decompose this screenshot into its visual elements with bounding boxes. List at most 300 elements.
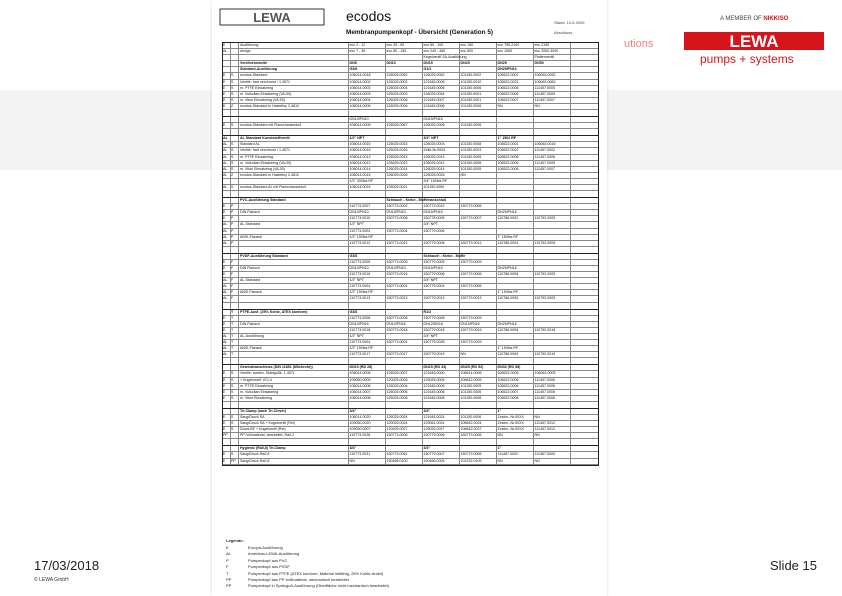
table-cell: Standard-Ausführung <box>239 67 349 72</box>
table-cell <box>223 55 231 60</box>
table-cell: DN10 (RD 28) <box>349 365 386 370</box>
table-cell: 126025.0003 <box>386 92 423 97</box>
table-cell: DN15 <box>423 61 460 66</box>
table-cell: DN25 <box>497 61 534 66</box>
table-cell <box>386 254 423 259</box>
table-cell <box>497 123 534 128</box>
table-cell: AL-Standard <box>239 222 349 227</box>
table-cell: E <box>223 459 231 464</box>
table-cell <box>534 322 571 327</box>
table-cell <box>534 278 571 283</box>
table-cell: E <box>223 92 231 97</box>
table-cell: DN25 (RD 52) <box>460 365 497 370</box>
table-cell: DN32 (RD 58) <box>497 365 534 370</box>
member-line <box>720 16 788 22</box>
table-cell: S <box>231 185 239 190</box>
table-cell: ecc 25 - 50 <box>386 43 423 48</box>
table-cell: 126025.0014 <box>386 167 423 172</box>
table-cell <box>239 129 349 135</box>
table-cell <box>534 129 571 135</box>
table-cell: AL <box>223 340 231 345</box>
table-cell: 150779.0004 <box>423 284 460 289</box>
footer-slide-number: Slide 15 <box>770 558 817 573</box>
table-row <box>223 129 598 136</box>
table-cell: 106522.0006 <box>497 92 534 97</box>
table-cell <box>223 303 231 309</box>
table-cell: 101150.0005 <box>460 384 497 389</box>
table-cell <box>239 328 349 333</box>
table-cell: DN25 <box>460 61 497 66</box>
table-cell: 106014.0024 <box>349 185 386 190</box>
table-cell: 150779.0012 <box>460 241 497 246</box>
table-row <box>223 110 598 117</box>
table-cell <box>534 235 571 240</box>
member-brand: NIKKISO <box>763 16 789 22</box>
table-cell: DN25/PN16 <box>497 67 534 72</box>
table-cell: m. PTFE Einsatzring <box>239 155 349 160</box>
table-cell: 106522.0008 <box>497 167 534 172</box>
table-cell <box>423 247 460 253</box>
table-cell: S <box>231 421 239 426</box>
table-cell: ANSI Flansch <box>239 290 349 295</box>
table-cell <box>386 110 423 116</box>
table-cell: PVC-Ausführung Standard <box>239 198 349 203</box>
table-cell <box>386 67 423 72</box>
table-cell: 106063.0005 <box>534 371 571 376</box>
table-cell: 101150.0006 <box>460 390 497 395</box>
table-cell <box>534 247 571 253</box>
table-cell <box>386 310 423 315</box>
table-cell <box>460 110 497 116</box>
table-cell: 1" 150# RF <box>497 136 534 141</box>
table-cell: F <box>231 266 239 271</box>
table-cell: 106014.0003 <box>349 92 386 97</box>
lewa-logo <box>684 30 824 52</box>
table-cell <box>497 198 534 203</box>
table-cell <box>460 402 497 408</box>
table-cell: AL <box>223 346 231 351</box>
table-cell: 110786.0004 <box>497 241 534 246</box>
table-cell: DN15 (RD 34) <box>423 365 460 370</box>
table-row <box>223 191 598 198</box>
table-cell: 3/4" NPT <box>423 334 460 339</box>
table-cell: 106014.0018 <box>349 73 386 78</box>
table-cell: 101150.0050 <box>423 185 460 190</box>
table-cell <box>349 110 386 116</box>
table-cell: 101232.0109 <box>460 459 497 464</box>
table-cell <box>460 222 497 227</box>
table-cell: AL <box>223 222 231 227</box>
table-cell: 150779.0006 <box>460 452 497 457</box>
table-cell <box>231 49 239 54</box>
table-cell <box>460 210 497 215</box>
table-cell: 106014.0014 <box>349 167 386 172</box>
table-cell: AL <box>223 352 231 357</box>
legend-text: Pumpenkopf in Spritzguß-Ausführung (Oberfläche nicht mechanisch bearbeitet) <box>248 583 389 589</box>
table-cell: 101150.0006 <box>460 161 497 166</box>
table-cell: 111457.0005 <box>534 161 571 166</box>
table-cell <box>239 204 349 209</box>
table-cell: 109050.0007 <box>349 427 386 432</box>
table-cell <box>386 136 423 141</box>
table-cell <box>231 179 239 184</box>
table-cell <box>239 358 349 364</box>
table-cell <box>497 173 534 178</box>
table-cell <box>239 191 349 197</box>
table-cell <box>460 198 497 203</box>
table-cell: F <box>231 260 239 265</box>
table-cell: Hygienic (Ra0,8) Tri-Clamp <box>239 446 349 451</box>
table-cell: Saug/Druck Ra0,8 <box>239 459 349 464</box>
table-cell: P <box>231 210 239 215</box>
table-cell: 106522.0005 <box>497 371 534 376</box>
table-cell <box>497 191 534 197</box>
table-cell: AL <box>223 148 231 153</box>
table-cell <box>231 61 239 66</box>
table-cell: 150779.0006 <box>460 284 497 289</box>
table-cell: 126025.0052 <box>423 73 460 78</box>
table-cell: 126025.0006 <box>423 123 460 128</box>
table-cell <box>349 191 386 197</box>
table-cell: 150779.0013 <box>423 296 460 301</box>
table-cell: P <box>231 241 239 246</box>
table-cell: E <box>223 266 231 271</box>
table-cell: ecodos-Standard <box>239 73 349 78</box>
table-cell: 101150.0003 <box>460 148 497 153</box>
table-cell: 126025.0026 <box>423 173 460 178</box>
table-cell <box>497 110 534 116</box>
table-cell: S <box>231 415 239 420</box>
table-cell: Ventile: austen. Stahlgußk. 1.4571 <box>239 371 349 376</box>
table-cell: design <box>239 49 349 54</box>
table-cell: 111457.0007 <box>534 98 571 103</box>
table-cell: 150773.0004 <box>386 284 423 289</box>
table-cell <box>349 402 386 408</box>
table-cell <box>534 173 571 178</box>
table-cell: 126025.0008 <box>386 396 423 401</box>
table-cell: 150779.0007 <box>460 216 497 221</box>
table-cell: 106522.0008 <box>497 396 534 401</box>
table-cell <box>534 136 571 141</box>
table-cell <box>423 198 460 203</box>
table-cell: 1/2" 150lbs RF <box>349 346 386 351</box>
table-cell <box>497 303 534 309</box>
table-cell: 150779.0009 <box>460 260 497 265</box>
table-cell: Saug/Druck Ra0,8 <box>239 452 349 457</box>
table-cell <box>534 260 571 265</box>
table-cell <box>534 185 571 190</box>
legend-code: PP <box>226 576 232 582</box>
table-cell: 106063.0062 <box>534 80 571 85</box>
table-cell <box>223 254 231 259</box>
table-cell: 150779.0005 <box>423 260 460 265</box>
table-cell: 126025.0024 <box>386 415 423 420</box>
table-cell <box>223 358 231 364</box>
table-cell <box>534 439 571 445</box>
table-cell <box>386 55 423 60</box>
table-cell: 150779.0006 <box>460 433 497 438</box>
table-cell: 150778.0005 <box>423 216 460 221</box>
table-cell: 106014.0003 <box>349 86 386 91</box>
table-cell: ecc 1060 <box>497 49 534 54</box>
table-cell: 150773.0008 <box>386 216 423 221</box>
table-cell: E <box>223 390 231 395</box>
legend-text: Pumpenkopf aus PVDF <box>248 564 290 570</box>
table-cell <box>386 358 423 364</box>
table-cell: 106642.0027 <box>460 427 497 432</box>
doc-title: ecodos <box>346 8 392 24</box>
parts-table <box>222 42 599 466</box>
table-cell: 111457.0006 <box>534 378 571 383</box>
table-cell: Ventile: hart verchromt / 1.4571 <box>239 80 349 85</box>
table-cell: 106014.0008 <box>349 396 386 401</box>
table-cell: Ausführung <box>239 43 349 48</box>
table-cell: T <box>231 316 239 321</box>
legend-code: PP <box>226 583 232 589</box>
table-cell <box>239 117 349 122</box>
table-cell <box>534 334 571 339</box>
table-cell: 106014.0015 <box>349 142 386 147</box>
table-cell <box>423 129 460 135</box>
table-cell: m. Vulkollan Einsatzring (VA-00) <box>239 161 349 166</box>
table-cell: DN10/PN10 <box>349 117 386 122</box>
legend-code: AL <box>226 551 231 557</box>
table-cell: NN <box>534 433 571 438</box>
table-cell: 3/4" NPT <box>423 222 460 227</box>
table-cell: NN <box>534 459 571 464</box>
table-cell: DN15/PN16 <box>423 117 460 122</box>
table-cell <box>223 110 231 116</box>
table-cell: 110773.0004 <box>349 284 386 289</box>
table-row <box>223 402 598 409</box>
table-cell: E <box>223 104 231 109</box>
table-cell: DN10/PN16 <box>386 322 423 327</box>
table-cell: m. Vulkollan Einsatzring (VA-00) <box>239 92 349 97</box>
table-cell <box>497 260 534 265</box>
table-cell <box>386 191 423 197</box>
table-cell: DN10/PN16 <box>349 322 386 327</box>
table-cell <box>534 229 571 234</box>
table-cell: P <box>231 229 239 234</box>
table-cell <box>460 254 497 259</box>
table-cell: 150773.0004 <box>386 229 423 234</box>
table-cell: 126025.0015 <box>386 142 423 147</box>
table-cell <box>231 67 239 72</box>
table-cell: P <box>231 222 239 227</box>
table-cell: 110773.0008 <box>349 316 386 321</box>
table-cell <box>386 222 423 227</box>
table-cell: 110786.0008 <box>497 328 534 333</box>
table-cell <box>223 247 231 253</box>
table-cell <box>497 402 534 408</box>
table-cell: 106522.0006 <box>497 155 534 160</box>
table-cell <box>349 198 386 203</box>
table-cell: 150773.0005 <box>386 260 423 265</box>
table-cell: 110773.0010 <box>349 216 386 221</box>
table-cell: 110773.0005 <box>349 260 386 265</box>
table-cell: 101150.0005 <box>460 155 497 160</box>
table-cell: F <box>231 284 239 289</box>
table-cell: ecc 2150 <box>534 43 571 48</box>
table-cell: T <box>231 334 239 339</box>
table-cell: E <box>223 452 231 457</box>
table-cell <box>239 316 349 321</box>
table-cell: E <box>223 260 231 265</box>
table-cell <box>231 136 239 141</box>
table-cell: T <box>231 352 239 357</box>
table-cell: 150779.0006 <box>460 272 497 277</box>
table-cell: S <box>231 396 239 401</box>
table-cell: 106014.0016 <box>349 148 386 153</box>
table-cell: 106522.0008 <box>497 86 534 91</box>
table-cell: 111457.0006 <box>534 390 571 395</box>
legend-code: T <box>226 570 229 576</box>
table-cell: 150773.0013 <box>386 296 423 301</box>
table-cell: 110773.0018 <box>349 328 386 333</box>
table-cell <box>534 316 571 321</box>
table-cell <box>460 290 497 295</box>
table-cell <box>349 303 386 309</box>
table-cell: 126025.0006 <box>386 104 423 109</box>
table-cell: 150779.0019 <box>423 352 460 357</box>
table-cell <box>223 402 231 408</box>
table-cell: DN25/PN16 <box>497 322 534 327</box>
legend-text: Pumpenkopf aus PP-Vollmaterial, mechanisch bearbeitet <box>248 576 349 582</box>
table-cell <box>239 340 349 345</box>
table-cell: ecodos-Standard in Hastelloy 2.4610 <box>239 104 349 109</box>
table-cell: NN <box>349 459 386 464</box>
table-row <box>223 439 598 446</box>
table-cell <box>223 198 231 203</box>
table-cell: 121645.0024 <box>423 415 460 420</box>
table-cell: 101150.0008 <box>460 396 497 401</box>
table-cell: 111457.0008 <box>534 396 571 401</box>
table-cell <box>534 210 571 215</box>
table-cell: 110773.0031 <box>349 452 386 457</box>
table-cell <box>534 204 571 209</box>
table-cell <box>386 290 423 295</box>
footer-copyright: © LEWA GmbH <box>34 577 69 583</box>
table-cell: ecc 80 - 150 <box>386 49 423 54</box>
table-cell <box>497 340 534 345</box>
table-cell: 126025.0052 <box>386 73 423 78</box>
table-cell: S <box>231 92 239 97</box>
table-cell <box>460 229 497 234</box>
table-cell: 129025.0005 <box>423 378 460 383</box>
table-cell: 121645.0000 <box>423 371 460 376</box>
doc-logo-text: LEWA <box>253 10 291 25</box>
table-cell <box>497 439 534 445</box>
table-cell <box>231 303 239 309</box>
table-cell: 129025.0027 <box>423 427 460 432</box>
table-cell <box>460 303 497 309</box>
table-cell: S <box>231 378 239 383</box>
table-cell: 110773.0028 <box>349 433 386 438</box>
table-cell: 106522.0007 <box>497 390 534 395</box>
table-cell: 150773.0006 <box>386 433 423 438</box>
table-cell: NN <box>497 104 534 109</box>
legend-text: Pumpenkopf aus PTFE (ATEX konform, Material leitfähig, 25% Kohle-Anteil) <box>248 570 384 576</box>
table-cell: 150773.0018 <box>386 328 423 333</box>
table-cell: Schlauch - Klebe - Muffenanschluß <box>386 198 447 203</box>
table-cell: 106642.0024 <box>460 421 497 426</box>
table-cell: 1" <box>497 409 534 414</box>
table-cell: S <box>231 384 239 389</box>
table-cell: Standard AL <box>239 142 349 147</box>
table-cell: 150779.0009 <box>460 316 497 321</box>
table-cell <box>460 67 497 72</box>
table-cell: 150779.0008 <box>423 316 460 321</box>
table-cell <box>423 235 460 240</box>
table-cell <box>386 439 423 445</box>
table-cell: 106614.0006 <box>460 371 497 376</box>
table-cell: E <box>223 316 231 321</box>
table-cell: S <box>231 390 239 395</box>
table-cell: S <box>231 98 239 103</box>
table-cell: 3/4" <box>349 446 386 451</box>
table-cell <box>460 55 497 60</box>
table-cell: 110773.0017 <box>349 352 386 357</box>
table-cell: Z <box>231 104 239 109</box>
table-cell <box>534 358 571 364</box>
legend-code: F <box>226 564 229 570</box>
table-cell: + Kugelventil: VCI-4 <box>239 378 349 383</box>
table-cell: AL <box>223 278 231 283</box>
table-cell: ANSI-Flansch <box>239 235 349 240</box>
table-cell: AL <box>223 185 231 190</box>
table-cell: S <box>231 427 239 432</box>
table-cell: 106014.0006 <box>349 371 386 376</box>
table-cell: Kegelventil SA-Ausführung <box>423 55 467 60</box>
table-cell <box>239 284 349 289</box>
table-cell: 110786.0005 <box>497 296 534 301</box>
legend-text: Pumpenkopf aus PVC <box>248 557 288 563</box>
table-cell: 150773.0002 <box>386 204 423 209</box>
table-cell: E <box>223 384 231 389</box>
table-cell: AL <box>223 284 231 289</box>
table-cell: E <box>223 328 231 333</box>
table-cell <box>460 179 497 184</box>
table-cell: 111457.0005 <box>534 86 571 91</box>
table-cell: ecc 2 - 12 <box>349 43 386 48</box>
table-cell: ecodos-Standard mit Flanschanschluß <box>239 123 349 128</box>
table-cell <box>497 117 534 122</box>
table-cell: 126025.0067 <box>386 123 423 128</box>
table-cell: ecc 2060-3000 <box>534 49 571 54</box>
footer-date: 17/03/2018 <box>34 558 100 573</box>
table-cell: ecc 750-2100 <box>497 43 534 48</box>
table-cell <box>231 117 239 122</box>
table-cell: F <box>231 290 239 295</box>
table-cell: ANSI-Flansch <box>239 346 349 351</box>
table-cell: E <box>223 123 231 128</box>
table-cell: 101150.0006 <box>460 123 497 128</box>
table-cell <box>460 185 497 190</box>
table-cell: 126025.0006 <box>386 98 423 103</box>
table-cell: 126025.0007 <box>386 371 423 376</box>
table-cell <box>497 129 534 135</box>
table-cell: 3/4" 150lbs RF <box>423 179 460 184</box>
table-cell: DIN-Flansch <box>239 210 349 215</box>
table-cell: 150779.0051 <box>386 452 423 457</box>
table-cell: AL Standard Kunststoffventil <box>239 136 349 141</box>
table-cell <box>231 446 239 451</box>
table-cell: 110773.0013 <box>349 296 386 301</box>
table-cell <box>349 439 386 445</box>
table-cell: E <box>223 272 231 277</box>
table-cell: DN10 <box>386 61 423 66</box>
table-cell <box>223 179 231 184</box>
